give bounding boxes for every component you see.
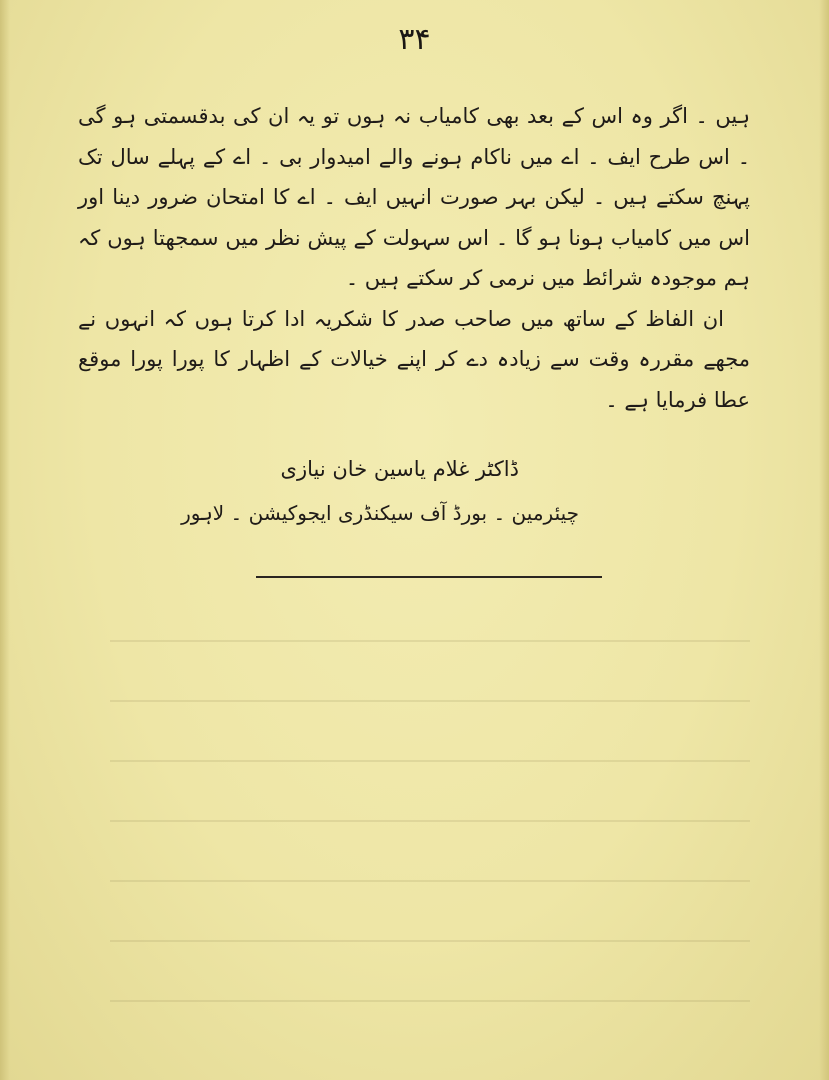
- show-through-line: [110, 940, 750, 942]
- signature-block: [59, 450, 579, 532]
- show-through-line: [110, 700, 750, 702]
- page-number: ۳۴: [398, 22, 431, 57]
- show-through-line: [110, 760, 750, 762]
- show-through-line: [110, 880, 750, 882]
- page-left-edge: [0, 0, 10, 1080]
- page-right-edge: [819, 0, 829, 1080]
- show-through-line: [110, 640, 750, 642]
- paragraph: ہیں ۔ اگر وہ اس کے بعد بھی کامیاب نہ ہوں تو یہ ان کی بدقسمتی ہو گی ۔ اس طرح ایف ۔ اے میں ناکام ہونے والے امیدوار بی ۔ اے کے پہلے سال تک پہنچ سکتے ہیں ۔ لیکن بہر صورت انہیں ایف ۔ اے کا امتحان ضرور دینا اور اس میں کامیاب ہونا ہو گا ۔ اس سہولت کے پیش نظر میں سمجھتا ہوں کہ ہم موجودہ شرائط میں نرمی کر سکتے ہیں ۔: [78, 104, 750, 290]
- show-through-line: [110, 1000, 750, 1002]
- body-text: [78, 96, 750, 420]
- signatory-title: چیئرمین ۔ بورڈ آف سیکنڈری ایجوکیشن ۔ لاہور: [181, 501, 579, 525]
- show-through-line: [110, 820, 750, 822]
- end-divider: [256, 576, 602, 578]
- paragraph: ان الفاظ کے ساتھ میں صاحب صدر کا شکریہ ادا کرتا ہوں کہ انہوں نے مجھے مقررہ وقت سے زیادہ دے کر اپنے خیالات کے اظہار کا پورا پورا موقع عطا فرمایا ہے ۔: [78, 306, 750, 412]
- signatory-name: ڈاکٹر غلام یاسین خان نیازی: [280, 457, 519, 481]
